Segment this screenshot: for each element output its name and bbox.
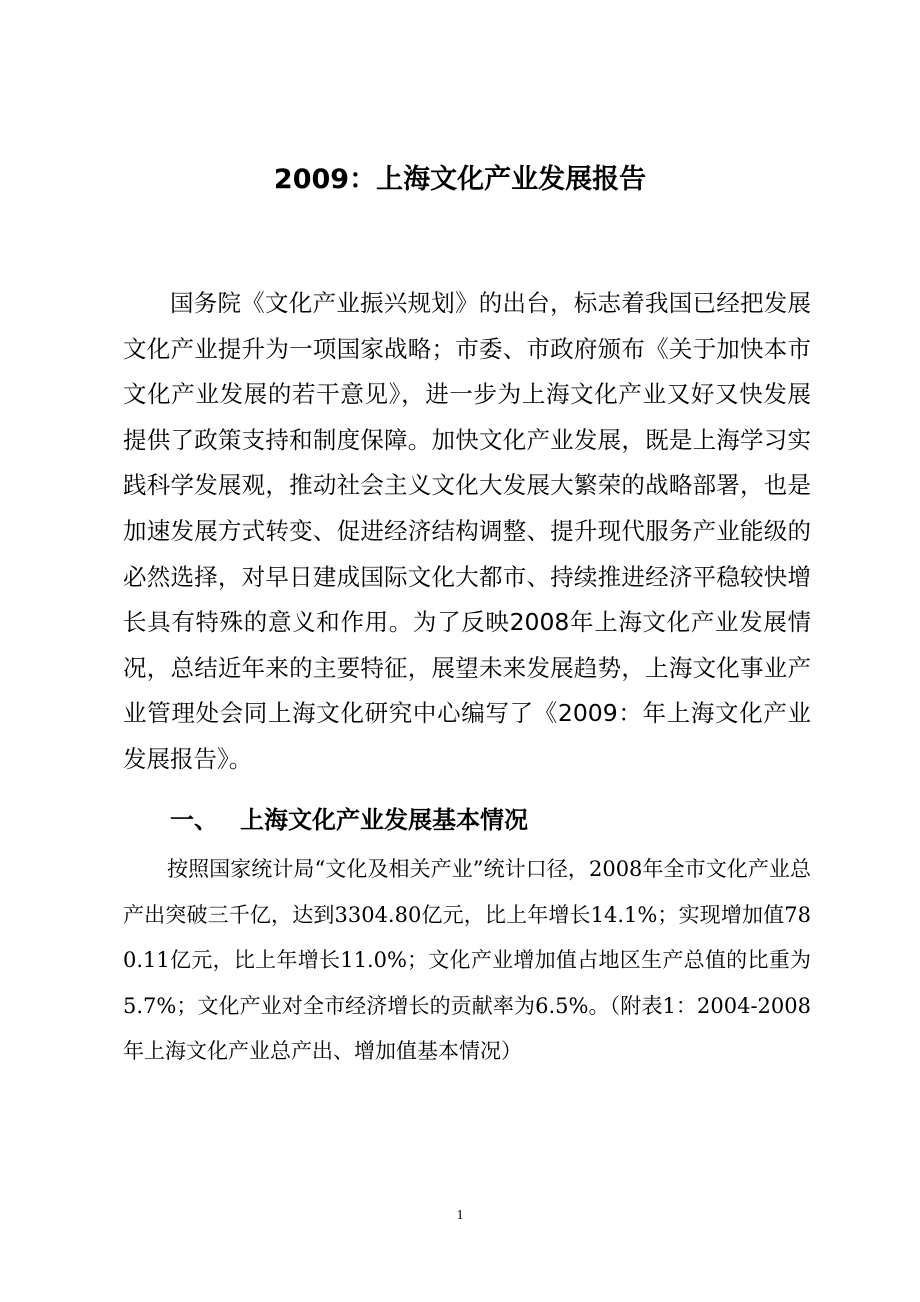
document-title: 2009：上海文化产业发展报告 xyxy=(273,164,647,195)
intro-paragraph: 国务院《文化产业振兴规划》的出台，标志着我国已经把发展文化产业提升为一项国家战略；市委、市政府颁布《关于加快本市文化产业发展的若干意见》，进一步为上海文化产业又好又快发展提供了政策支持和制度保障。加快文化产业发展，既是上海学习实践科学发展观，推动社会主义文化大发展大繁荣的战略部署，也是加速发展方式转变、促进经济结构调整、提升现代服务产业能级的必然选择，对早日建成国际文化大都市、持续推进经济平稳较快增长具有特殊的意义和作用。为了反映2008年上海文化产业发展情况，总结近年来的主要特征，展望未来发展趋势，上海文化事业产业管理处会同上海文化研究中心编写了《2009：年上海文化产业发展报告》。 xyxy=(123,289,811,773)
section-paragraph: 按照国家统计局“文化及相关产业”统计口径，2008年全市文化产业总产出突破三千亿，达到3304.80亿元，比上年增长14.1%；实现增加值780.11亿元，比上年增长11.0%；文化产业增加值占地区生产总值的比重为5.7%；文化产业对全市经济增长的贡献率为6.5%。（附表1：2004-2008年上海文化产业总产出、增加值基本情况） xyxy=(123,857,811,1063)
page-number: 1 xyxy=(456,1208,464,1223)
section-number: 一、 xyxy=(170,806,218,834)
section-heading xyxy=(170,800,528,840)
section-title: 上海文化产业发展基本情况 xyxy=(240,806,528,834)
